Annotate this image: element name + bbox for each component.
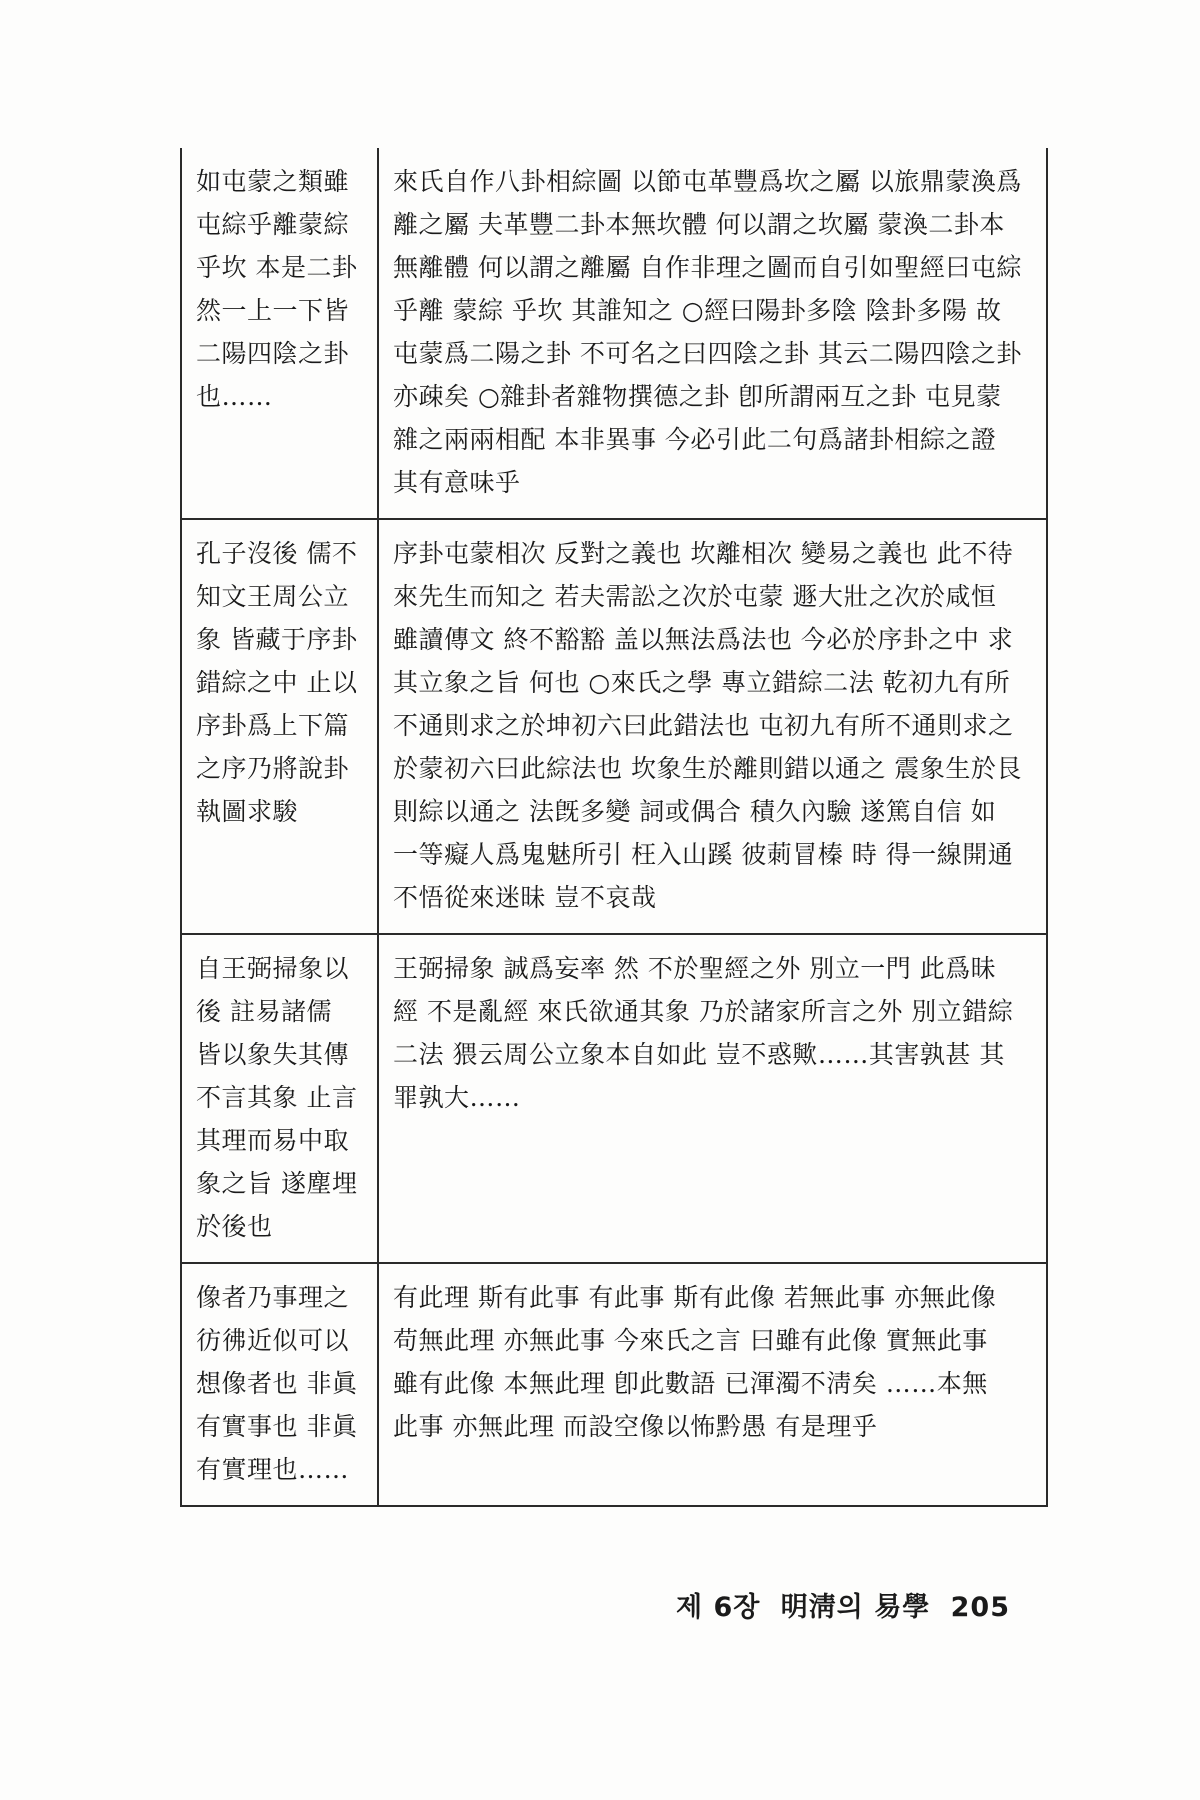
commentary-cell: [378, 519, 1047, 934]
quote-cell: [181, 934, 378, 1263]
table-row: [181, 934, 1047, 1263]
commentary-text: 王弼掃象 誠爲妄率 然 不於聖經之外 別立一門 此爲昧 經 不是亂經 來氏欲通其象 乃於諸家所言之外 別立錯綜 二法 猥云周公立象本自如此 豈不惑歟……其害孰甚 其 罪孰大……: [393, 954, 1014, 1112]
commentary-cell: [378, 1263, 1047, 1506]
chapter-title: 明淸의 易學: [780, 1592, 931, 1623]
comparison-table: [180, 148, 1048, 1507]
quote-cell: [181, 148, 378, 519]
commentary-text: 有此理 斯有此事 有此事 斯有此像 若無此事 亦無此像 苟無此理 亦無此事 今來氏之言 曰雖有此像 實無此事 雖有此像 本無此理 卽此數語 已渾濁不淸矣 ……本無 此事 亦無此理 而設空像以怖黔愚 有是理乎: [393, 1283, 997, 1441]
table-row: [181, 519, 1047, 934]
quote-text: 自王弼掃象以 後 註易諸儒 皆以象失其傳 不言其象 止言 其理而易中取 象之旨 遂塵埋 於後也: [196, 954, 358, 1241]
quote-text: 如屯蒙之類雖 屯綜乎離蒙綜 乎坎 本是二卦 然一上一下皆 二陽四陰之卦 也……: [196, 167, 358, 411]
commentary-text: 來氏自作八卦相綜圖 以節屯革豐爲坎之屬 以旅鼎蒙渙爲 離之屬 夫革豐二卦本無坎體 何以謂之坎屬 蒙渙二卦本 無離體 何以謂之離屬 自作非理之圖而自引如聖經曰屯綜 乎離 蒙綜 乎坎 其誰知之 ○經曰陽卦多陰 陰卦多陽 故 屯蒙爲二陽之卦 不可名之曰四陰之卦 其云二陽四陰之卦 亦疎矣 ○雜卦者雜物撰德之卦 卽所謂兩互之卦 屯見蒙 雜之兩兩相配 本非異事 今必引此二句爲諸卦相綜之證 其有意味乎: [393, 167, 1022, 497]
commentary-cell: [378, 148, 1047, 519]
quote-cell: [181, 1263, 378, 1506]
commentary-text: 序卦屯蒙相次 反對之義也 坎離相次 變易之義也 此不待 來先生而知之 若夫需訟之次於屯蒙 遯大壯之次於咸恒 雖讀傳文 終不豁豁 盖以無法爲法也 今必於序卦之中 求 其立象之旨 何也 ○來氏之學 專立錯綜二法 乾初九有所 不通則求之於坤初六曰此錯法也 屯初九有所不通則求之 於蒙初六曰此綜法也 坎象生於離則錯以通之 震象生於艮 則綜以通之 法旣多變 詞或偶合 積久內驗 遂篤自信 如 一等癡人爲鬼魅所引 枉入山蹊 彼莿冒榛 時 得一線開通 不悟從來迷昧 豈不哀哉: [393, 539, 1022, 912]
page-footer: [666, 1585, 1010, 1624]
quote-text: 孔子沒後 儒不 知文王周公立 象 皆藏于序卦 錯綜之中 止以 序卦爲上下篇 之序乃將說卦 執圖求駿: [196, 539, 358, 826]
chapter-label: 제 6장: [675, 1592, 761, 1623]
commentary-cell: [378, 934, 1047, 1263]
quote-cell: [181, 519, 378, 934]
page-number: 205: [950, 1592, 1010, 1623]
quote-text: 像者乃事理之 彷彿近似可以 想像者也 非眞 有實事也 非眞 有實理也……: [196, 1283, 358, 1484]
table-row: [181, 1263, 1047, 1506]
table-row: [181, 148, 1047, 519]
